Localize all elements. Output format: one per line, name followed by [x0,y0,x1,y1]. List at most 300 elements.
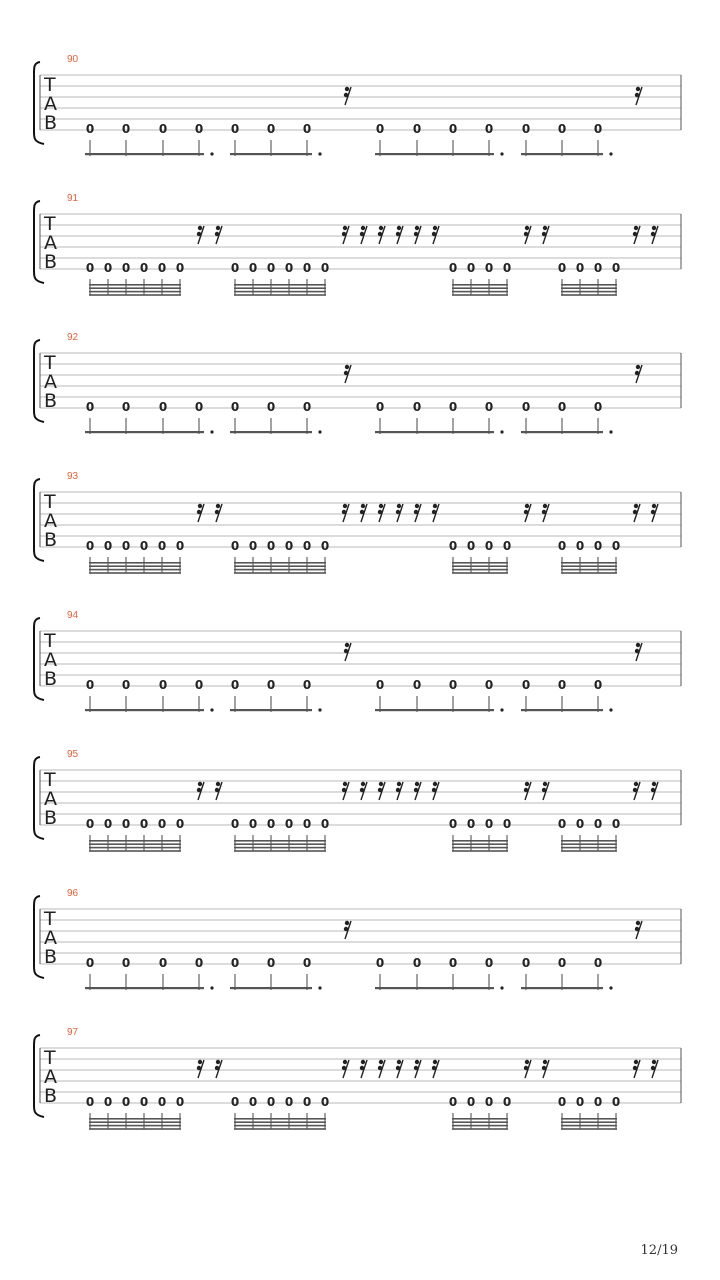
fret-number: 0 [103,539,113,553]
rest-flag [635,371,639,375]
fret-number: 0 [302,539,312,553]
augmentation-dot [500,708,503,711]
rest-flag [633,788,637,792]
rest-flag [542,1066,546,1070]
rest-flag [360,510,364,514]
tab-system [34,193,681,296]
rest-flag [343,504,347,508]
fret-number: 0 [557,539,567,553]
rest-flag [378,510,382,514]
fret-number: 0 [230,956,240,970]
rest-flag [414,1066,418,1070]
measure-number: 90 [67,54,79,65]
fret-number: 0 [85,400,95,414]
fret-number: 0 [375,678,385,692]
fret-number: 0 [375,400,385,414]
fret-number: 0 [266,956,276,970]
beam [561,843,617,845]
rest-flag [542,510,546,514]
rest-flag [415,226,419,230]
beam [234,843,326,845]
tab-clef-letter: B [44,390,58,412]
fret-number: 0 [85,122,95,136]
tab-system [34,54,681,156]
beam [89,287,181,289]
tab-clef-letter: B [44,807,58,829]
fret-number: 0 [230,678,240,692]
rest-flag [361,782,365,786]
rest-flag [543,226,547,230]
beam [561,569,617,571]
rest-flag [197,1066,201,1070]
rest-flag [345,365,349,369]
rest-flag [651,1066,655,1070]
beam [230,709,312,711]
beam [230,153,312,155]
fret-number: 0 [320,539,330,553]
fret-number: 0 [502,261,512,275]
beam [89,572,181,574]
beam [452,294,508,296]
beam [452,569,508,571]
measure-number: 91 [67,193,79,204]
fret-number: 0 [194,678,204,692]
fret-number: 0 [266,539,276,553]
rest-flag [542,232,546,236]
fret-number: 0 [611,817,621,831]
beam [561,1125,617,1127]
beam [234,847,326,849]
rest-flag [342,788,346,792]
rest-flag [636,643,640,647]
rest-flag [634,226,638,230]
rest-flag [524,788,528,792]
fret-number: 0 [266,1095,276,1109]
fret-number: 0 [484,956,494,970]
rest-flag [524,510,528,514]
tab-system [34,749,681,852]
beam [452,843,508,845]
rest-flag [635,93,639,97]
rest-flag [652,782,656,786]
tab-clef-letter: A [44,927,57,949]
fret-number: 0 [466,261,476,275]
beam [89,1121,181,1123]
augmentation-dot [318,430,321,433]
beam [234,569,326,571]
beam [89,294,181,296]
rest-flag [198,226,202,230]
rest-flag [343,1060,347,1064]
measure-number: 96 [67,888,79,899]
fret-number: 0 [157,261,167,275]
beam [234,291,326,293]
augmentation-dot [210,152,213,155]
rest-flag [397,1060,401,1064]
beam [452,565,508,567]
fret-number: 0 [103,261,113,275]
augmentation-dot [210,708,213,711]
tab-clef-letter: T [44,352,56,374]
fret-number: 0 [175,539,185,553]
beam [375,153,494,155]
beam [234,572,326,574]
fret-number: 0 [557,400,567,414]
beam [561,1118,617,1120]
beam [85,987,204,989]
rest-flag [414,232,418,236]
rest-flag [345,921,349,925]
fret-number: 0 [121,539,131,553]
tab-system [34,888,681,990]
fret-number: 0 [302,122,312,136]
beam [561,562,617,564]
rest-flag [215,510,219,514]
rest-flag [636,365,640,369]
rest-flag [216,504,220,508]
fret-number: 0 [266,122,276,136]
augmentation-dot [609,708,612,711]
rest-flag [633,510,637,514]
rest-flag [415,1060,419,1064]
rest-flag [342,232,346,236]
augmentation-dot [609,152,612,155]
fret-number: 0 [466,1095,476,1109]
beam [234,562,326,564]
tab-system [34,610,681,712]
page-number: 12/19 [640,1243,678,1258]
fret-number: 0 [139,1095,149,1109]
beam [89,284,181,286]
beam [89,291,181,293]
beam [89,565,181,567]
rest-flag [414,788,418,792]
beam [89,850,181,852]
fret-number: 0 [448,122,458,136]
beam [452,572,508,574]
fret-number: 0 [466,817,476,831]
beam [452,840,508,842]
beam [234,850,326,852]
beam [89,569,181,571]
augmentation-dot [500,430,503,433]
beam [89,562,181,564]
fret-number: 0 [412,122,422,136]
rest-flag [524,1066,528,1070]
rest-flag [378,1066,382,1070]
augmentation-dot [500,152,503,155]
tab-clef-letter: A [44,232,57,254]
tab-clef-letter: B [44,529,58,551]
fret-number: 0 [448,956,458,970]
rest-flag [396,1066,400,1070]
rest-flag [344,371,348,375]
rest-flag [633,232,637,236]
rest-flag [415,782,419,786]
fret-number: 0 [557,956,567,970]
fret-number: 0 [575,817,585,831]
fret-number: 0 [284,261,294,275]
fret-number: 0 [521,956,531,970]
augmentation-dot [318,708,321,711]
beam [234,287,326,289]
fret-number: 0 [284,539,294,553]
rest-flag [634,782,638,786]
rest-flag [343,226,347,230]
fret-number: 0 [230,122,240,136]
fret-number: 0 [484,1095,494,1109]
beam [234,840,326,842]
fret-number: 0 [557,678,567,692]
beam [452,284,508,286]
fret-number: 0 [502,539,512,553]
fret-number: 0 [593,817,603,831]
augmentation-dot [318,986,321,989]
fret-number: 0 [484,261,494,275]
rest-flag [524,232,528,236]
beam [234,1121,326,1123]
rest-flag [432,788,436,792]
augmentation-dot [609,430,612,433]
fret-number: 0 [320,817,330,831]
fret-number: 0 [85,261,95,275]
beam [375,987,494,989]
fret-number: 0 [302,1095,312,1109]
rest-flag [198,504,202,508]
rest-flag [198,782,202,786]
beam [234,1118,326,1120]
system-bracket [34,62,44,144]
rest-flag [415,504,419,508]
fret-number: 0 [521,400,531,414]
beam [375,431,494,433]
tab-clef-letter: A [44,788,57,810]
fret-number: 0 [284,817,294,831]
beam [452,850,508,852]
tab-clef-letter: A [44,510,57,532]
rest-flag [344,649,348,653]
rest-flag [216,226,220,230]
fret-number: 0 [157,817,167,831]
tab-clef-letter: A [44,649,57,671]
fret-number: 0 [158,678,168,692]
tab-clef-letter: B [44,1085,58,1107]
rest-flag [361,504,365,508]
fret-number: 0 [593,261,603,275]
rest-flag [360,232,364,236]
fret-number: 0 [266,261,276,275]
fret-number: 0 [158,400,168,414]
rest-flag [525,226,529,230]
rest-flag [543,1060,547,1064]
measure-number: 94 [67,610,79,621]
tab-system [34,471,681,574]
beam [375,709,494,711]
beam [85,431,204,433]
measure-number: 93 [67,471,79,482]
rest-flag [343,782,347,786]
system-bracket [34,1035,44,1117]
rest-flag [397,504,401,508]
fret-number: 0 [320,1095,330,1109]
fret-number: 0 [557,122,567,136]
fret-number: 0 [194,400,204,414]
rest-flag [198,1060,202,1064]
fret-number: 0 [266,678,276,692]
beam [561,840,617,842]
beam [234,565,326,567]
fret-number: 0 [521,678,531,692]
fret-number: 0 [248,1095,258,1109]
beam [89,1118,181,1120]
rest-flag [543,782,547,786]
fret-number: 0 [575,261,585,275]
fret-number: 0 [611,261,621,275]
beam [234,294,326,296]
fret-number: 0 [139,539,149,553]
rest-flag [361,1060,365,1064]
fret-number: 0 [230,1095,240,1109]
fret-number: 0 [502,1095,512,1109]
beam [561,565,617,567]
augmentation-dot [500,986,503,989]
beam [452,847,508,849]
rest-flag [197,510,201,514]
tab-clef-letter: T [44,908,56,930]
beam [521,709,603,711]
fret-number: 0 [248,261,258,275]
fret-number: 0 [248,817,258,831]
fret-number: 0 [139,261,149,275]
tab-clef-letter: T [44,213,56,235]
fret-number: 0 [521,122,531,136]
beam [234,1125,326,1127]
tab-clef-letter: T [44,1047,56,1069]
tab-clef-letter: B [44,668,58,690]
beam [234,1128,326,1130]
tab-clef-letter: A [44,1066,57,1088]
beam [561,291,617,293]
beam [89,1128,181,1130]
rest-flag [542,788,546,792]
fret-number: 0 [230,539,240,553]
augmentation-dot [609,986,612,989]
fret-number: 0 [557,817,567,831]
fret-number: 0 [139,817,149,831]
beam [561,850,617,852]
fret-number: 0 [557,261,567,275]
fret-number: 0 [230,817,240,831]
rest-flag [215,788,219,792]
rest-flag [215,232,219,236]
beam [234,284,326,286]
tab-clef-letter: T [44,769,56,791]
beam [452,1125,508,1127]
fret-number: 0 [593,678,603,692]
rest-flag [345,87,349,91]
rest-flag [433,1060,437,1064]
fret-number: 0 [266,400,276,414]
fret-number: 0 [230,400,240,414]
rest-flag [652,1060,656,1064]
beam [89,843,181,845]
fret-number: 0 [375,956,385,970]
fret-number: 0 [266,817,276,831]
fret-number: 0 [484,400,494,414]
beam [452,1128,508,1130]
rest-flag [378,788,382,792]
fret-number: 0 [448,261,458,275]
rest-flag [361,226,365,230]
tab-clef-letter: A [44,93,57,115]
beam [561,294,617,296]
fret-number: 0 [121,261,131,275]
tab-clef-letter: T [44,491,56,513]
fret-number: 0 [375,122,385,136]
beam [561,847,617,849]
rest-flag [432,232,436,236]
fret-number: 0 [157,539,167,553]
beam [89,1125,181,1127]
fret-number: 0 [412,400,422,414]
fret-number: 0 [248,539,258,553]
system-bracket [34,618,44,700]
measure-number: 97 [67,1027,79,1038]
rest-flag [197,232,201,236]
rest-flag [651,232,655,236]
fret-number: 0 [175,261,185,275]
beam [452,562,508,564]
fret-number: 0 [575,1095,585,1109]
rest-flag [433,782,437,786]
rest-flag [396,232,400,236]
beam [452,1118,508,1120]
augmentation-dot [210,986,213,989]
fret-number: 0 [593,400,603,414]
fret-number: 0 [103,817,113,831]
rest-flag [634,504,638,508]
rest-flag [634,1060,638,1064]
fret-number: 0 [230,261,240,275]
rest-flag [344,93,348,97]
fret-number: 0 [412,678,422,692]
beam [561,572,617,574]
beam [561,1121,617,1123]
fret-number: 0 [194,122,204,136]
rest-flag [651,788,655,792]
rest-flag [635,649,639,653]
rest-flag [633,1066,637,1070]
fret-number: 0 [557,1095,567,1109]
fret-number: 0 [502,817,512,831]
measure-number: 95 [67,749,79,760]
beam [89,840,181,842]
fret-number: 0 [593,956,603,970]
beam [561,287,617,289]
fret-number: 0 [284,1095,294,1109]
rest-flag [652,226,656,230]
fret-number: 0 [448,817,458,831]
rest-flag [432,510,436,514]
augmentation-dot [210,430,213,433]
beam [452,291,508,293]
fret-number: 0 [175,817,185,831]
fret-number: 0 [157,1095,167,1109]
rest-flag [342,1066,346,1070]
fret-number: 0 [175,1095,185,1109]
augmentation-dot [318,152,321,155]
system-bracket [34,757,44,839]
